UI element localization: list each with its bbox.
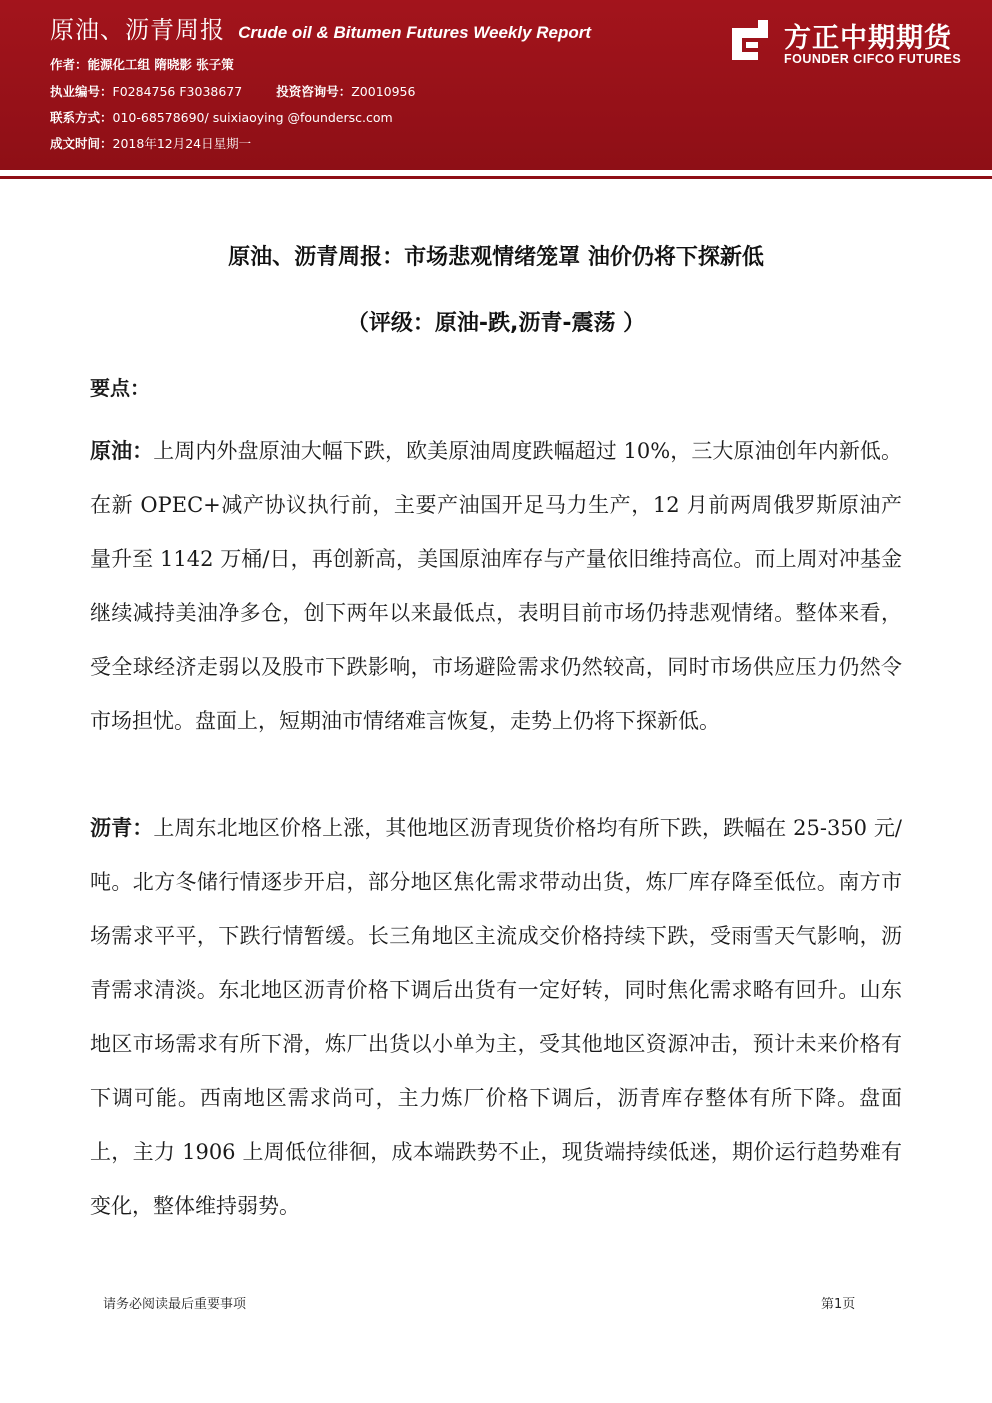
contact-line xyxy=(50,108,393,126)
license-line xyxy=(50,82,415,100)
crude-oil-text: 上周内外盘原油大幅下跌，欧美原油周度跌幅超过 10%，三大原油创年内新低。在新 OPEC+减产协议执行前，主要产油国开足马力生产，12 月前两周俄罗斯原油产量升至 1142 万桶/日，再创新高，美国原油库存与产量依旧维持高位。而上周对冲基金继续减持美油净多仓，创下两年以来最低点，表明目前市场仍持悲观情绪。整体来看，受全球经济走弱以及股市下跌影响，市场避险需求仍然较高，同时市场供应压力仍然令市场担忧。盘面上，短期油市情绪难言恢复，走势上仍将下探新低。 xyxy=(90,439,902,733)
license-value: F0284756 F3038677 xyxy=(112,84,243,99)
date-value: 2018年12月24日星期一 xyxy=(112,136,252,151)
crude-oil-paragraph xyxy=(90,424,902,748)
page-number: 第1页 xyxy=(821,1297,856,1312)
contact-label: 联系方式： xyxy=(50,110,113,125)
author-value: 能源化工组 隋晓影 张子策 xyxy=(87,57,234,72)
rating-line: （评级：原油-跌,沥青-震荡 ） xyxy=(346,311,646,336)
report-header xyxy=(0,0,992,170)
key-points-heading: 要点： xyxy=(90,376,150,400)
founder-cifco-logo xyxy=(728,14,978,74)
logo-text-en: FOUNDER CIFCO FUTURES xyxy=(784,52,962,66)
contact-value: 010-68578690/ suixiaoying @foundersc.com xyxy=(112,110,393,125)
report-title xyxy=(50,10,591,45)
header-divider-line xyxy=(0,176,992,179)
report-title-en: Crude oil & Bitumen Futures Weekly Report xyxy=(238,23,592,42)
author-label: 作者： xyxy=(50,57,88,72)
logo-text-cn: 方正中期期货 xyxy=(784,23,952,54)
bitumen-text: 上周东北地区价格上涨，其他地区沥青现货价格均有所下跌，跌幅在 25-350 元/吨。北方冬储行情逐步开启，部分地区焦化需求带动出货，炼厂库存降至低位。南方市场需求平平，下跌行情暂缓。长三角地区主流成交价格持续下跌，受雨雪天气影响，沥青需求清淡。东北地区沥青价格下调后出货有一定好转，同时焦化需求略有回升。山东地区市场需求有所下滑，炼厂出货以小单为主，受其他地区资源冲击，预计未来价格有下调可能。西南地区需求尚可，主力炼厂价格下调后，沥青库存整体有所下降。盘面上，主力 1906 上周低位徘徊，成本端跌势不止，现货端持续低迷，期价运行趋势难有变化，整体维持弱势。 xyxy=(90,816,903,1218)
bitumen-paragraph xyxy=(90,801,902,1233)
founder-logo-icon xyxy=(728,18,770,62)
page-title: 原油、沥青周报：市场悲观情绪笼罩 油价仍将下探新低 xyxy=(228,245,764,270)
consult-label: 投资咨询号： xyxy=(276,84,352,99)
bitumen-lead: 沥青： xyxy=(90,816,154,840)
date-line xyxy=(50,134,251,152)
date-label: 成文时间： xyxy=(50,136,113,151)
crude-oil-lead: 原油： xyxy=(90,439,154,463)
consult-value: Z0010956 xyxy=(351,84,416,99)
report-title-cn: 原油、沥青周报 xyxy=(50,16,225,44)
license-label: 执业编号： xyxy=(50,84,113,99)
footer-disclaimer: 请务必阅读最后重要事项 xyxy=(103,1297,247,1312)
author-line xyxy=(50,55,234,73)
